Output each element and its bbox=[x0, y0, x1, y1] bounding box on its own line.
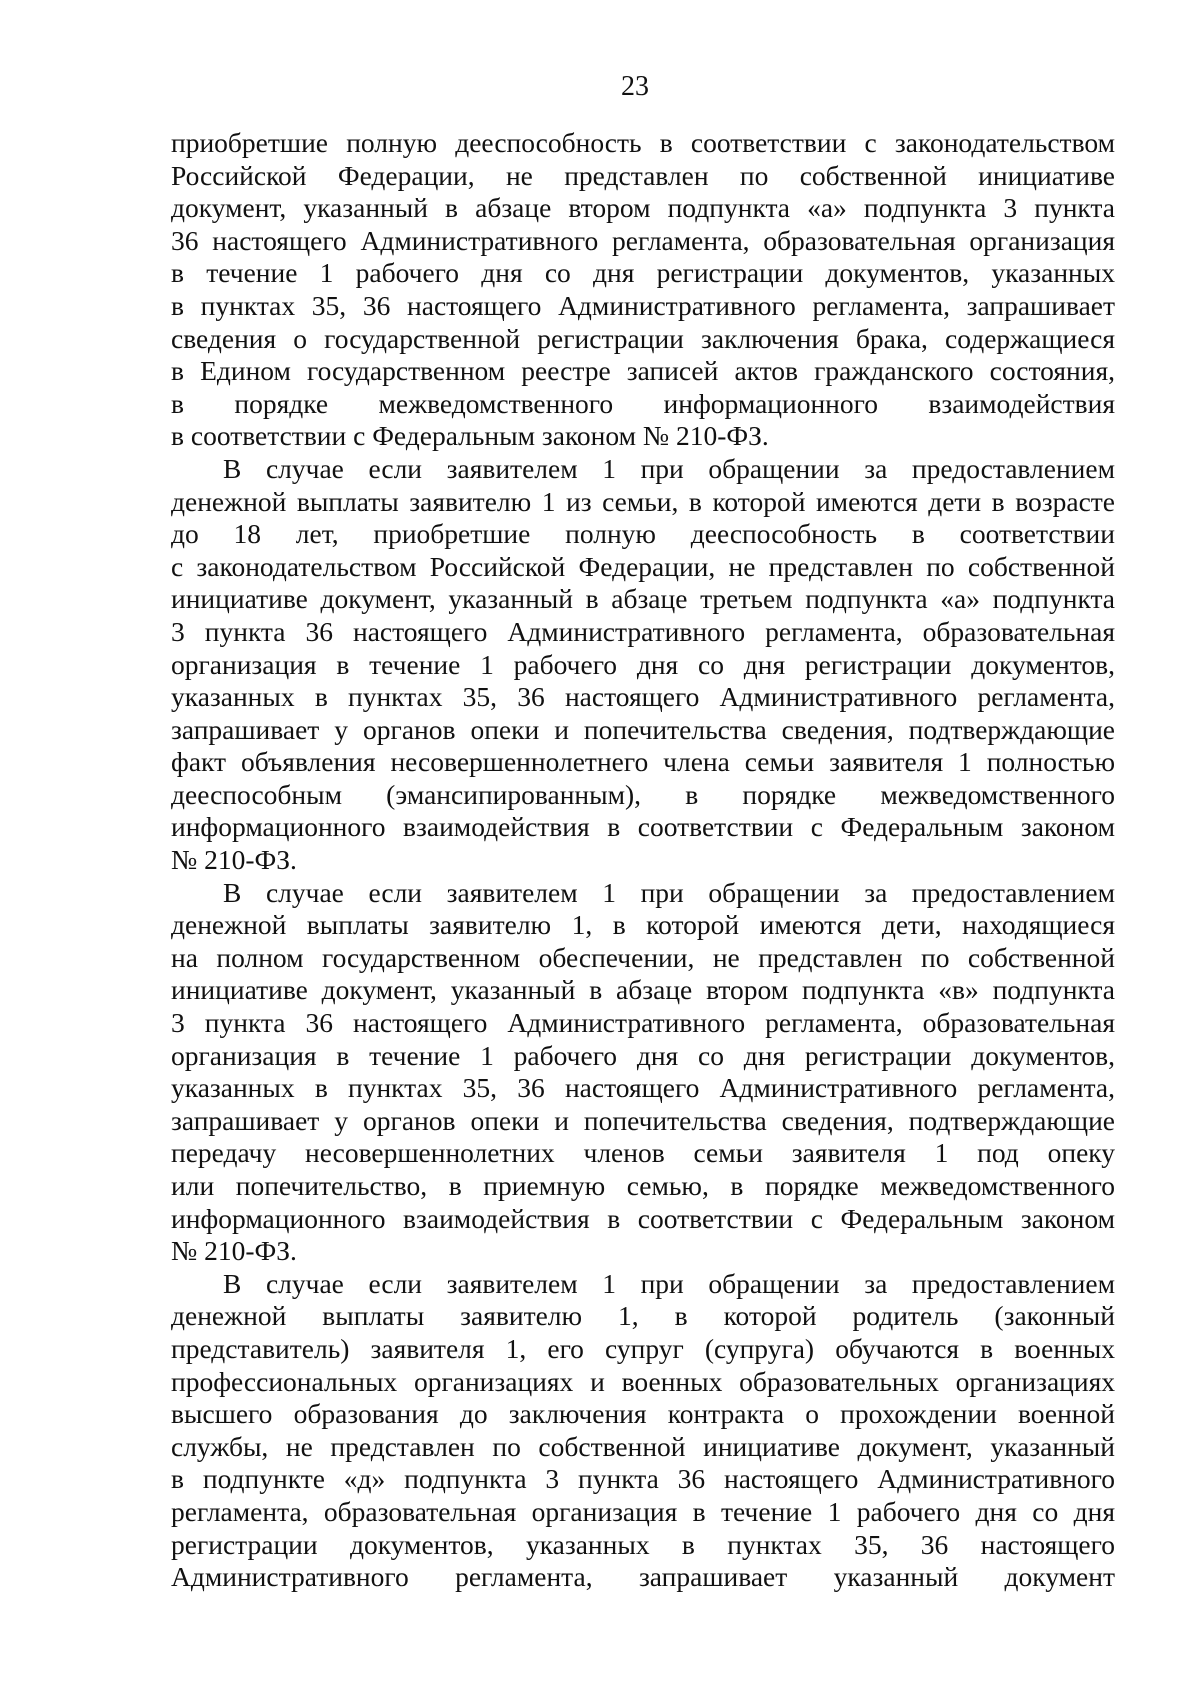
text-line: в подпункте «д» подпункта 3 пункта 36 настоящего Административного bbox=[171, 1463, 1115, 1495]
text-line: инициативе документ, указанный в абзаце втором подпункта «в» подпункта bbox=[171, 974, 1115, 1006]
text-line: 36 настоящего Административного регламента, образовательная организация bbox=[171, 224, 1115, 256]
text-line: до 18 лет, приобретшие полную дееспособность в соответствии bbox=[171, 518, 1115, 550]
text-line: № 210-ФЗ. bbox=[171, 844, 297, 876]
document-body bbox=[171, 127, 1115, 1594]
text-line: высшего образования до заключения контракта о прохождении военной bbox=[171, 1398, 1115, 1430]
text-line: или попечительство, в приемную семью, в порядке межведомственного bbox=[171, 1170, 1115, 1201]
text-line: денежной выплаты заявителю 1 из семьи, в которой имеются дети в возрасте bbox=[171, 485, 1115, 517]
text-line: документ, указанный в абзаце втором подпункта «а» подпункта 3 пункта bbox=[171, 192, 1115, 224]
text-line: передачу несовершеннолетних членов семьи заявителя 1 под опеку bbox=[171, 1137, 1115, 1169]
text-line: в порядке межведомственного информационного взаимодействия bbox=[171, 387, 1115, 419]
text-line: 3 пункта 36 настоящего Административного регламента, образовательная bbox=[171, 615, 1115, 647]
text-line: 3 пункта 36 настоящего Административного регламента, образовательная bbox=[171, 1007, 1115, 1039]
text-line: в соответствии с Федеральным законом № 210-ФЗ. bbox=[171, 420, 769, 452]
page-number: 23 bbox=[621, 71, 649, 102]
text-line: запрашивает у органов опеки и попечительства сведения, подтверждающие bbox=[171, 1104, 1115, 1136]
text-line: в течение 1 рабочего дня со дня регистрации документов, указанных bbox=[171, 257, 1115, 289]
paragraph bbox=[171, 877, 1115, 1268]
text-line: указанных в пунктах 35, 36 настоящего Административного регламента, bbox=[171, 1072, 1115, 1104]
text-line: Административного регламента, запрашивает указанный документ bbox=[171, 1561, 1115, 1593]
text-line: инициативе документ, указанный в абзаце третьем подпункта «а» подпункта bbox=[171, 583, 1115, 615]
text-line: на полном государственном обеспечении, не представлен по собственной bbox=[171, 941, 1115, 973]
text-line: в пунктах 35, 36 настоящего Административного регламента, запрашивает bbox=[171, 289, 1115, 321]
paragraph bbox=[171, 453, 1115, 877]
text-line: Российской Федерации, не представлен по собственной инициативе bbox=[171, 159, 1115, 191]
text-line: приобретшие полную дееспособность в соответствии с законодательством bbox=[171, 127, 1115, 158]
text-line: информационного взаимодействия в соответствии с Федеральным законом bbox=[171, 811, 1115, 843]
text-line: дееспособным (эмансипированным), в порядке межведомственного bbox=[171, 778, 1115, 810]
text-line: денежной выплаты заявителю 1, в которой родитель (законный bbox=[171, 1300, 1115, 1332]
paragraph bbox=[171, 1268, 1115, 1594]
text-line: организация в течение 1 рабочего дня со дня регистрации документов, bbox=[171, 648, 1115, 680]
text-line: регистрации документов, указанных в пунктах 35, 36 настоящего bbox=[171, 1528, 1115, 1560]
text-line: денежной выплаты заявителю 1, в которой имеются дети, находящиеся bbox=[171, 909, 1115, 941]
text-line: В случае если заявителем 1 при обращении за предоставлением bbox=[223, 876, 1115, 908]
text-line: регламента, образовательная организация в течение 1 рабочего дня со дня bbox=[171, 1495, 1115, 1527]
text-line: службы, не представлен по собственной инициативе документ, указанный bbox=[171, 1430, 1115, 1462]
text-line: запрашивает у органов опеки и попечительства сведения, подтверждающие bbox=[171, 713, 1115, 745]
text-line: профессиональных организациях и военных образовательных организациях bbox=[171, 1365, 1115, 1397]
text-line: представитель) заявителя 1, его супруг (супруга) обучаются в военных bbox=[171, 1332, 1115, 1364]
text-line: организация в течение 1 рабочего дня со дня регистрации документов, bbox=[171, 1039, 1115, 1071]
text-line: сведения о государственной регистрации заключения брака, содержащиеся bbox=[171, 322, 1115, 354]
text-line: информационного взаимодействия в соответствии с Федеральным законом bbox=[171, 1202, 1115, 1234]
paragraph bbox=[171, 127, 1115, 453]
text-line: № 210-ФЗ. bbox=[171, 1235, 297, 1267]
text-line: В случае если заявителем 1 при обращении за предоставлением bbox=[223, 452, 1115, 484]
text-line: в Едином государственном реестре записей актов гражданского состояния, bbox=[171, 355, 1115, 387]
text-line: факт объявления несовершеннолетнего члена семьи заявителя 1 полностью bbox=[171, 746, 1115, 778]
text-line: указанных в пунктах 35, 36 настоящего Административного регламента, bbox=[171, 681, 1115, 713]
text-line: В случае если заявителем 1 при обращении за предоставлением bbox=[223, 1267, 1115, 1299]
text-line: с законодательством Российской Федерации, не представлен по собственной bbox=[171, 550, 1115, 582]
